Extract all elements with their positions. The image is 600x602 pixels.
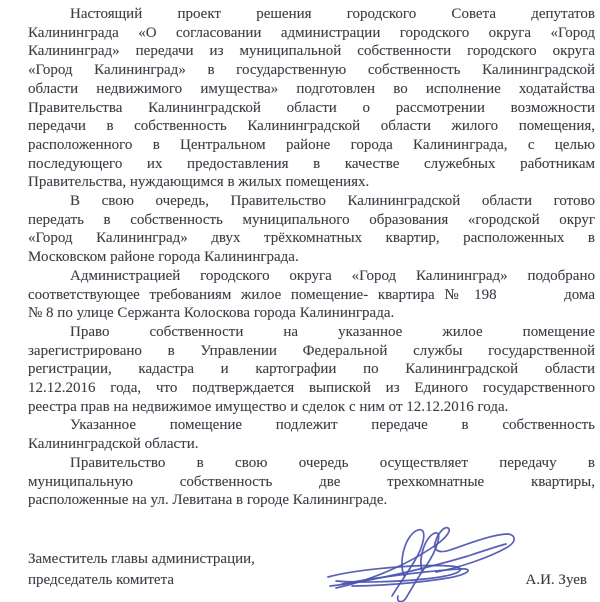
text-line: расположенные на ул. Левитана в городе Калининграде. [28,492,388,509]
text-line: области недвижимого имущества» подготовлен во исполнение ходатайства [28,80,595,97]
text-line: передать в собственность муниципального образования «городской округ [28,211,595,228]
text-line: Калининград» передачи из муниципальной собственности городского округа [28,43,595,60]
text-line: муниципальную собственность две трехкомнатные квартиры, [28,473,595,490]
text-line: Правительства Калининградской области о рассмотрении возможности [28,99,595,116]
text-line: Право собственности на указанное жилое помещение [70,323,595,340]
text-line: зарегистрировано в Управлении Федеральной службы государственной [28,342,595,359]
text-line: «Город Калининград» двух трёхкомнатных квартир, расположенных в [28,230,595,247]
document-body [28,5,595,510]
text-line: передачи в собственность Калининградской области жилого помещения, [28,118,595,135]
signer-name: А.И. Зуев [525,572,587,588]
text-line: Правительства, нуждающимся в жилых помещениях. [28,174,370,191]
handwritten-signature-icon [318,520,518,602]
text-line: Калининграда «О согласовании администрации городского округа «Город [28,24,595,41]
signer-position-line-2: председатель комитета [28,572,174,588]
text-line: реестра прав на недвижимое имущество и сделок с ним от 12.12.2016 года. [28,398,509,415]
text-line: расположенного в Центральном районе города Калининграда, с целью [28,136,595,153]
text-line: Правительство в свою очередь осуществляет передачу в [70,454,595,471]
text-line: В свою очередь, Правительство Калининградской области готово [70,193,595,210]
text-line: Калининградской области. [28,436,199,453]
text-line: Администрацией городского округа «Город Калининград» подобрано [70,267,595,284]
text-line: Указанное помещение подлежит передаче в собственность [70,417,595,434]
text-line: 12.12.2016 года, что подтверждается выпиской из Единого государственного [28,380,595,397]
text-line: регистрации, кадастра и картографии по Калининградской области [28,361,595,378]
text-line: «Город Калининград» в государственную собственность Калининградской [28,62,595,79]
text-line: соответствующее требованиям жилое помещение- квартира № 198 дома [28,286,595,303]
text-line: Настоящий проект решения городского Совета депутатов [70,6,595,22]
text-line: Московском районе города Калининграда. [28,249,299,266]
signer-position-line-1: Заместитель главы администрации, [28,551,255,567]
text-line: № 8 по улице Сержанта Колоскова города Калининграда. [28,305,395,322]
text-line: последующего их предоставления в качестве служебных работникам [28,155,595,172]
